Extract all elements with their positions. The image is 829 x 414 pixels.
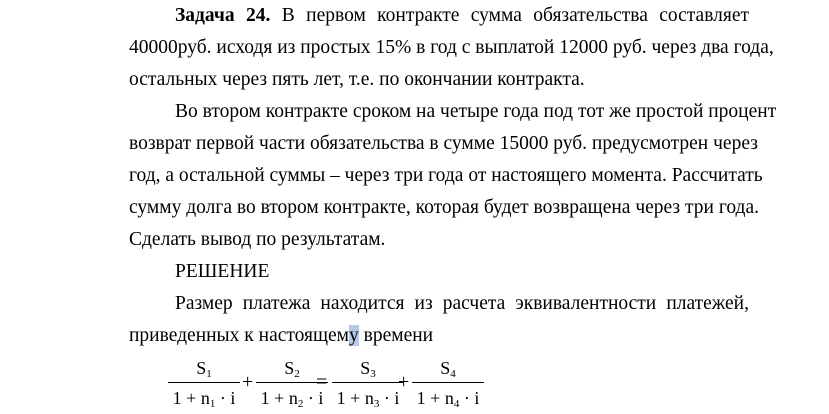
plus-operator-2: + (398, 371, 410, 393)
fraction-1-denominator: $1 + n_1 \cdot i$ (172, 388, 236, 410)
fraction-4-numerator: $S_4$ (440, 358, 456, 380)
fraction-4-denominator: $1 + n_4 \cdot i$ (416, 388, 480, 410)
problem-p2-line-4: сумму долга во втором контракте, которая будет возвращена через три года. (129, 197, 759, 218)
solution-line-2-end: времени (358, 325, 434, 346)
fraction-1-bar (168, 382, 240, 383)
solution-paragraph (129, 288, 749, 352)
problem-line-2: 40000руб. исходя из простых 15% в год с выплатой 12000 руб. через два года, (129, 37, 774, 58)
problem-p2-line-5: Сделать вывод по результатам. (129, 229, 386, 250)
problem-p2-line-2: возврат первой части обязательства в сумме 15000 руб. предусмотрен через (129, 133, 758, 154)
text-selection-highlight: у (349, 325, 359, 346)
problem-p1-text-1: В первом контракте сумма обязательства составляет (281, 5, 750, 26)
fraction-3-numerator: $S_3$ (360, 358, 376, 380)
equals-operator: = (316, 371, 328, 393)
problem-paragraph-2 (129, 96, 777, 256)
solution-line-1: Размер платежа находится из расчета эквивалентности платежей, (175, 293, 749, 314)
fraction-2-denominator: $1 + n_2 \cdot i$ (260, 388, 324, 410)
fraction-3-denominator: $1 + n_3 \cdot i$ (336, 388, 400, 410)
fraction-3-bar (332, 382, 404, 383)
problem-p2-line-3: год, а остальной суммы – через три года от настоящего момента. Рассчитать (129, 165, 763, 186)
fraction-1-numerator: $S_1$ (196, 358, 212, 380)
fraction-2-numerator: $S_2$ (284, 358, 300, 380)
problem-label: Задача 24. (175, 5, 271, 26)
plus-operator-1: + (242, 371, 254, 393)
problem-line-3: остальных через пять лет, т.е. по окончании контракта. (129, 69, 585, 90)
problem-p2-line-1: Во втором контракте сроком на четыре года под тот же простой процент (175, 101, 777, 122)
problem-line-1 (129, 0, 749, 32)
solution-line-2 (129, 320, 749, 352)
fraction-4-bar (412, 382, 484, 383)
solution-line-2-start: приведенных к настоящем (129, 325, 350, 346)
problem-paragraph-1 (129, 0, 774, 96)
solution-heading: РЕШЕНИЕ (175, 261, 270, 282)
